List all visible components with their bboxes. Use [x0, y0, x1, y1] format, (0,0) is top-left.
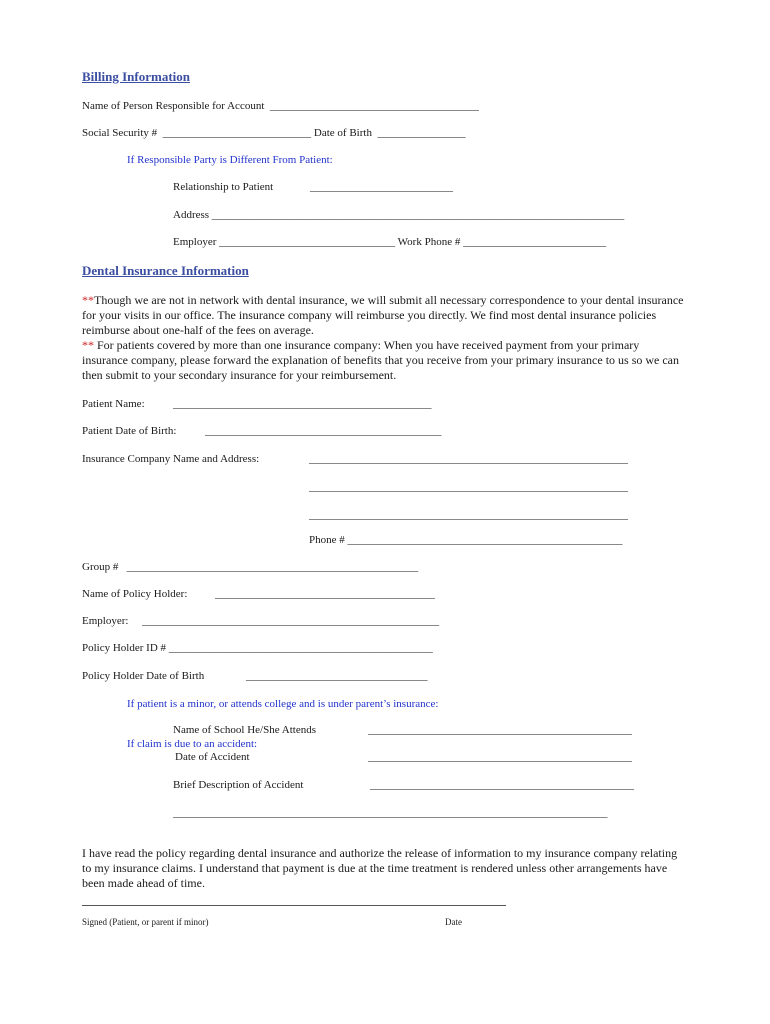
- company-label: Insurance Company Name and Address:: [82, 453, 260, 465]
- policy-holder-field[interactable]: ________________________________________: [215, 588, 435, 600]
- policy-dob-field[interactable]: _________________________________: [246, 670, 428, 682]
- employer-phone-field[interactable]: Employer ________________________________ Work Phone # __________________________: [173, 236, 607, 248]
- asterisk-mark: **: [82, 293, 94, 307]
- date-label: Date: [445, 917, 462, 927]
- group-field[interactable]: Group # _____________________________________________________: [82, 561, 419, 573]
- phone-field[interactable]: Phone # __________________________________________________: [309, 534, 623, 546]
- address-field[interactable]: Address ___________________________________________________________________________: [173, 209, 625, 221]
- accident-date-field[interactable]: ________________________________________________: [368, 751, 632, 763]
- ssn-dob-field[interactable]: Social Security # ___________________________ Date of Birth ________________: [82, 127, 466, 139]
- asterisk-mark: **: [82, 338, 94, 352]
- insurance-header: Dental Insurance Information: [82, 263, 249, 278]
- relationship-label: Relationship to Patient: [173, 181, 274, 193]
- insurance-paragraph-2: [82, 338, 688, 383]
- patient-dob-label: Patient Date of Birth:: [82, 425, 177, 437]
- policy-id-field[interactable]: Policy Holder ID # ________________________________________________: [82, 642, 433, 654]
- accident-note: If claim is due to an accident:: [127, 738, 258, 750]
- responsible-person-field[interactable]: Name of Person Responsible for Account ______________________________________: [82, 100, 479, 112]
- authorization-text: I have read the policy regarding dental insurance and authorize the release of information to my insurance company relating to my insurance claims. I understand that payment is due at the time treatment is rendered unless other arrangements have been made ahead of time.: [82, 846, 678, 890]
- para1-text: Though we are not in network with dental insurance, we will submit all necessary correspondence to your dental insurance for your visits in our office. The insurance company will reimburse you directly. We find most dental insurance policies reimburse about one-half of the fees on average.: [82, 293, 684, 337]
- signed-label: Signed (Patient, or parent if minor): [82, 917, 209, 927]
- accident-date-label: Date of Accident: [175, 751, 250, 763]
- company-field-2[interactable]: __________________________________________________________: [309, 481, 628, 493]
- para2-text: For patients covered by more than one insurance company: When you have received payment from your primary insurance company, please forward the explanation of benefits that you receive from your primary insurance to us so we can then submit to your secondary insurance for your reimbursement.: [82, 338, 680, 382]
- school-label: Name of School He/She Attends: [173, 724, 316, 736]
- company-field-1[interactable]: __________________________________________________________: [309, 453, 628, 465]
- school-field[interactable]: ________________________________________________: [368, 724, 632, 736]
- employer-field[interactable]: Employer: ______________________________________________________: [82, 615, 440, 627]
- accident-desc-field[interactable]: ________________________________________________: [370, 779, 634, 791]
- different-party-note: If Responsible Party is Different From Patient:: [127, 154, 333, 166]
- company-field-3[interactable]: __________________________________________________________: [309, 509, 628, 521]
- patient-name-field[interactable]: _______________________________________________: [173, 398, 432, 410]
- relationship-field[interactable]: __________________________: [310, 181, 453, 193]
- minor-note: If patient is a minor, or attends college and is under parent’s insurance:: [127, 698, 439, 710]
- billing-header: Billing Information: [82, 69, 190, 84]
- signature-line[interactable]: [82, 905, 506, 906]
- patient-name-label: Patient Name:: [82, 398, 145, 410]
- policy-dob-label: Policy Holder Date of Birth: [82, 670, 205, 682]
- accident-desc-field-2[interactable]: _______________________________________________________________________________: [173, 807, 608, 819]
- accident-desc-label: Brief Description of Accident: [173, 779, 304, 791]
- policy-holder-label: Name of Policy Holder:: [82, 588, 188, 600]
- insurance-paragraph-1: [82, 293, 688, 338]
- patient-dob-field[interactable]: ___________________________________________: [205, 425, 442, 437]
